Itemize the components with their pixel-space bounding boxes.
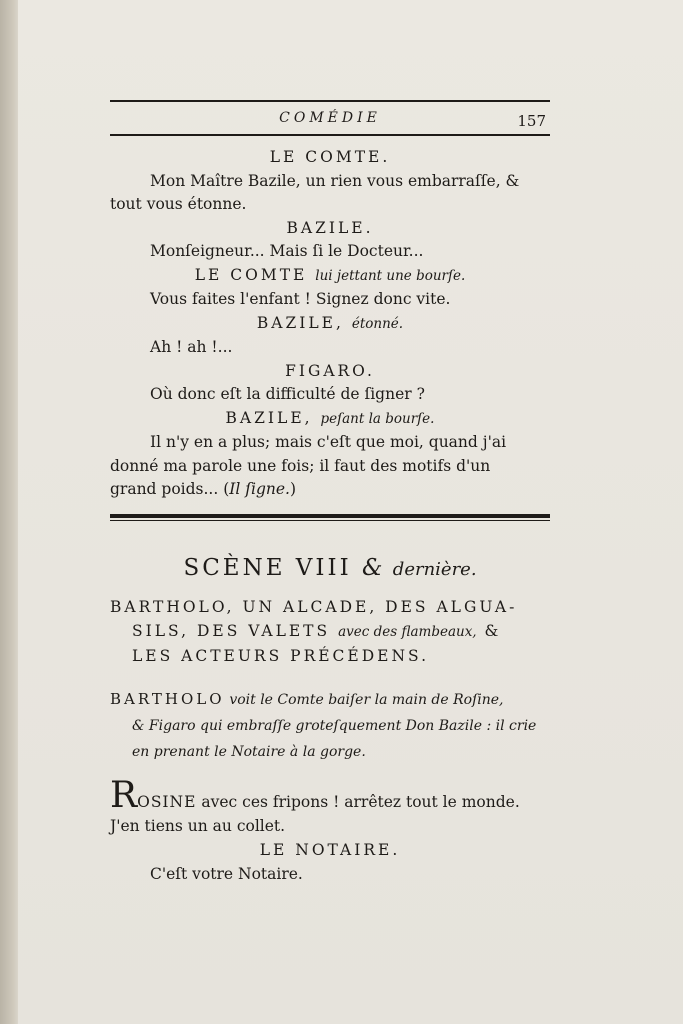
speaker-name — [110, 264, 550, 289]
dialogue-line — [110, 336, 550, 360]
dialogue-line — [110, 240, 550, 264]
scene-divider — [110, 514, 550, 521]
cast-line-3: LES ACTEURS PRÉCÉDENS. — [132, 646, 430, 665]
running-header — [110, 102, 550, 134]
stage-direction-inline: Il ſigne. — [229, 480, 290, 498]
scene-heading — [110, 555, 550, 581]
scene-subtitle: dernière. — [392, 558, 477, 580]
dialogue-text: Vous faites l'enfant ! Signez donc vite. — [150, 290, 451, 308]
speaker-name — [110, 312, 550, 337]
scene-ampersand: & — [362, 554, 383, 581]
rosine-speaker: OSINE — [137, 792, 197, 811]
cast-line-1: BARTHOLO, UN ALCADE, DES ALGUA- — [110, 597, 518, 616]
dialogue-text: Ah ! ah !... — [150, 338, 233, 356]
stage-text-3: en prenant le Notaire à la gorge. — [132, 743, 366, 760]
stage-text-2: & Figaro qui embraſſe groteſquement Don Bazile : il crie — [132, 717, 537, 734]
rosine-line-2: J'en tiens un au collet. — [110, 816, 286, 835]
speaker-label: FIGARO. — [285, 361, 375, 380]
page-number: 157 — [517, 112, 546, 130]
dialogue-text: Monſeigneur... Mais ſi le Docteur... — [150, 242, 424, 260]
speaker-label: LE COMTE — [194, 265, 308, 284]
dialogue-line — [110, 193, 550, 217]
speaker-name — [110, 360, 550, 384]
stage-direction-inline: peſant la bourſe. — [320, 410, 435, 427]
page-content — [110, 100, 550, 886]
dialogue-line — [110, 170, 550, 194]
cast-line-2-amp: & — [484, 621, 502, 640]
dialogue-text: donné ma parole une fois; il faut des motifs d'un — [110, 456, 491, 475]
stage-speaker: BARTHOLO — [110, 689, 225, 708]
dialogue-text: Où donc eſt la difficulté de ſigner ? — [150, 385, 425, 403]
header-bottom-rule — [110, 134, 550, 136]
speaker-name — [110, 146, 550, 170]
rosine-line-1: avec ces fripons ! arrêtez tout le monde. — [196, 792, 520, 811]
dialogue-line — [110, 383, 550, 407]
final-dialogue — [110, 774, 550, 886]
dialogue-line — [110, 455, 550, 479]
dialogue-line — [110, 431, 550, 455]
scene-title: SCÈNE VIII — [183, 554, 352, 581]
cast-line-2-direction: avec des flambeaux, — [338, 623, 477, 640]
running-title: COMÉDIE — [279, 110, 381, 126]
cast-line-2-text: SILS, DES VALETS — [132, 621, 331, 640]
speaker-label: BAZILE, — [256, 313, 344, 332]
cast-list — [110, 595, 550, 668]
speaker-name — [110, 407, 550, 432]
stage-text-1: voit le Comte baiſer la main de Roſine, — [229, 691, 504, 708]
stage-direction — [110, 686, 550, 765]
drop-cap: R — [110, 774, 138, 816]
speaker-label: LE COMTE. — [269, 148, 391, 166]
speaker-name — [110, 217, 550, 241]
dialogue-text: Mon Maître Bazile, un rien vous embarraſſe, & — [150, 171, 520, 190]
stage-direction-inline: étonné. — [351, 315, 404, 332]
dialogue-text: grand poids... ( — [110, 480, 230, 498]
dialogue-tail: ) — [289, 480, 297, 498]
dialogue-text: Il n'y en a plus; mais c'eſt que moi, quand j'ai — [150, 433, 507, 451]
notaire-speaker: LE NOTAIRE. — [259, 840, 401, 859]
cast-line-2 — [110, 619, 550, 644]
dialogue-text: tout vous étonne. — [110, 195, 247, 213]
dialogue-line — [110, 288, 550, 312]
notaire-line: C'eſt votre Notaire. — [150, 864, 303, 883]
dialogue-block — [110, 146, 550, 502]
speaker-label: BAZILE, — [225, 408, 313, 427]
dialogue-line — [110, 478, 550, 502]
speaker-label: BAZILE. — [286, 218, 374, 237]
stage-direction-inline: lui jettant une bourſe. — [315, 267, 466, 284]
